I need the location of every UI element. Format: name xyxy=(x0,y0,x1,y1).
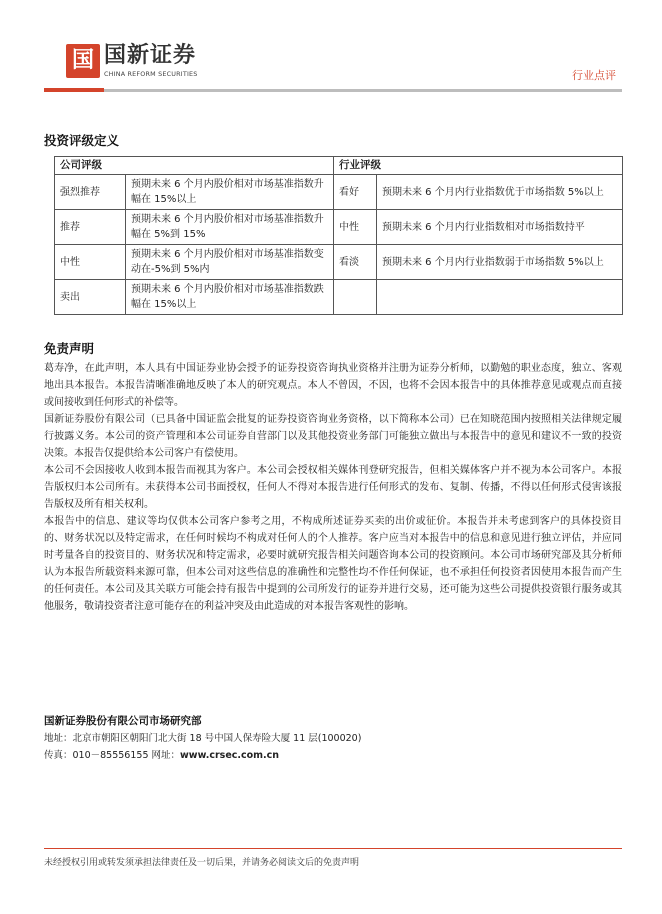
company-address: 地址：北京市朝阳区朝阳门北大街 18 号中国人保寿险大厦 11 层(100020) xyxy=(44,733,362,744)
disclaimer-paragraph: 国新证券股份有限公司（已具备中国证监会批复的证券投资咨询业务资格，以下简称本公司）已在知晓范围内按照相关法律规定履行披露义务。本公司的资产管理和本公司证券自营部门以及其他投资业务部门可能独立做出与本报告中的意见和建议不一致的投资决策。本报告仅提供给本公司客户有偿使用。 xyxy=(44,414,622,459)
disclaimer-paragraph: 葛寿净，在此声明，本人具有中国证券业协会授予的证券投资咨询执业资格并注册为证券分析师，以勤勉的职业态度，独立、客观地出具本报告。本报告清晰准确地反映了本人的研究观点。本人不曾因，不因，也将不会因本报告中的具体推荐意见或观点而直接或间接收到任何形式的补偿等。 xyxy=(44,363,622,408)
header-divider xyxy=(104,89,622,92)
industry-rating-label: 看好 xyxy=(334,175,377,210)
disclaimer-paragraph: 本报告中的信息、建议等均仅供本公司客户参考之用，不构成所述证券买卖的出价或征价。本报告并未考虑到客户的具体投资目的、财务状况以及特定需求，在任何时候均不构成对任何人的个人推荐。客户应当对本报告中的信息和意见进行独立评估，并应同时考量各自的投资目的、财务状况和特定需求，必要时就研究报告相关问题咨询本公司的投资顾问。本公司市场研究部及其分析师认为本报告所载资料来源可靠，但本公司对这些信息的准确性和完整性均不作任何保证，也不承担任何投资者因使用本报告而产生的任何责任。本公司及其关联方可能会持有报告中提到的公司所发行的证券并进行交易，还可能为这些公司提供投资银行服务或其他服务，敬请投资者注意可能存在的利益冲突及由此造成的对本报告客观性的影响。 xyxy=(44,516,622,612)
report-type-tag: 行业点评 xyxy=(572,69,616,82)
company-rating-header: 公司评级 xyxy=(55,157,334,175)
logo-mark: 国 xyxy=(71,48,94,73)
brand-name-cn: 国新证券 xyxy=(104,43,197,68)
rating-section-title: 投资评级定义 xyxy=(44,133,120,148)
disclaimer-section-title: 免责声明 xyxy=(44,341,95,356)
rating-table xyxy=(54,156,623,315)
industry-rating-desc: 预期未来 6 个月内行业指数优于市场指数 5%以上 xyxy=(377,175,623,210)
company-name: 国新证券股份有限公司市场研究部 xyxy=(44,715,202,727)
company-logo xyxy=(66,44,100,78)
brand-name-en: CHINA REFORM SECURITIES xyxy=(104,70,198,78)
table-row xyxy=(55,175,623,210)
company-rating-desc: 预期未来 6 个月内股价相对市场基准指数升幅在 15%以上 xyxy=(126,175,334,210)
rating-table-header xyxy=(55,157,623,175)
company-rating-desc: 预期未来 6 个月内股价相对市场基准指数跌幅在 15%以上 xyxy=(126,280,334,315)
industry-rating-header: 行业评级 xyxy=(334,157,623,175)
contact-line xyxy=(44,747,279,761)
company-rating-label: 卖出 xyxy=(55,280,126,315)
industry-rating-label: 看淡 xyxy=(334,245,377,280)
company-rating-desc: 预期未来 6 个月内股价相对市场基准指数升幅在 5%到 15% xyxy=(126,210,334,245)
table-row xyxy=(55,280,623,315)
industry-rating-label: 中性 xyxy=(334,210,377,245)
industry-rating-desc: 预期未来 6 个月内行业指数相对市场指数持平 xyxy=(377,210,623,245)
header-accent-bar xyxy=(44,88,104,92)
company-rating-desc: 预期未来 6 个月内股价相对市场基准指数变动在-5%到 5%内 xyxy=(126,245,334,280)
website-link[interactable]: www.crsec.com.cn xyxy=(180,750,280,761)
disclaimer-body xyxy=(44,360,622,615)
table-row xyxy=(55,210,623,245)
fax-and-website-label: 传真：010－85556155 网址： xyxy=(44,750,181,761)
company-rating-label: 中性 xyxy=(55,245,126,280)
footer-divider xyxy=(44,848,622,849)
industry-rating-desc xyxy=(377,280,623,315)
footer-notice: 未经授权引用或转发须承担法律责任及一切后果，并请务必阅读文后的免责声明 xyxy=(44,858,360,868)
company-rating-label: 推荐 xyxy=(55,210,126,245)
disclaimer-paragraph: 本公司不会因接收人收到本报告而视其为客户。本公司会授权相关媒体刊登研究报告，但相关媒体客户并不视为本公司客户。本报告版权归本公司所有。未获得本公司书面授权，任何人不得对本报告进行任何形式的发布、复制、传播，不得以任何形式侵害该报告版权及所有相关权利。 xyxy=(44,465,622,510)
company-rating-label: 强烈推荐 xyxy=(55,175,126,210)
table-row xyxy=(55,245,623,280)
industry-rating-desc: 预期未来 6 个月内行业指数弱于市场指数 5%以上 xyxy=(377,245,623,280)
industry-rating-label xyxy=(334,280,377,315)
